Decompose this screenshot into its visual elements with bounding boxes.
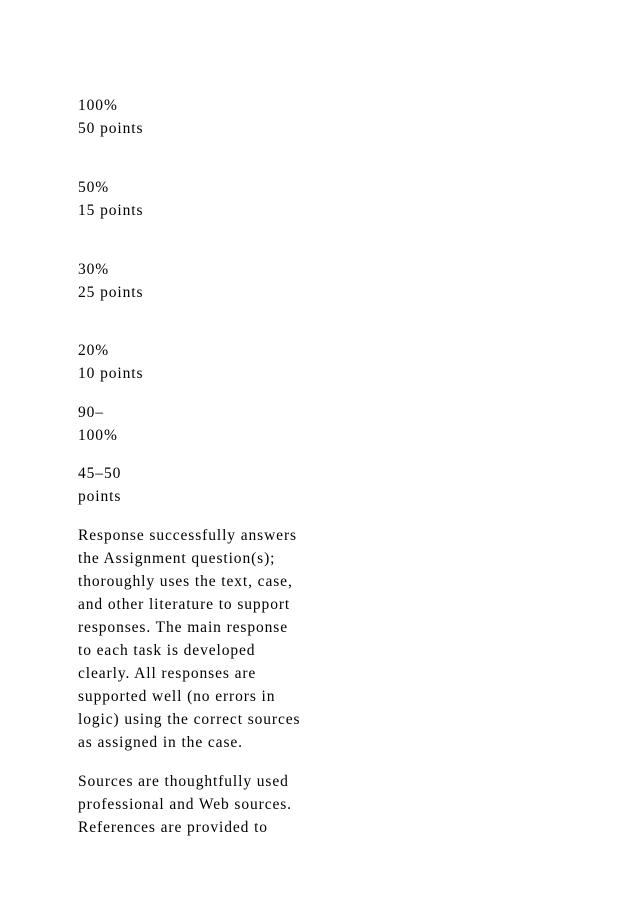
criteria-line-1: Response successfully answers bbox=[78, 527, 297, 544]
weight-2-points: 25 points bbox=[78, 284, 144, 301]
sources-line-2: professional and Web sources. bbox=[78, 796, 292, 813]
weight-3-points: 10 points bbox=[78, 365, 144, 382]
sources-line-3: References are provided to bbox=[78, 819, 268, 836]
criteria-line-3: thoroughly uses the text, case, bbox=[78, 573, 293, 590]
range-points-end: points bbox=[78, 488, 122, 505]
weight-2-percent: 30% bbox=[78, 261, 110, 278]
range-percent-start: 90– bbox=[78, 404, 104, 421]
range-points-start: 45–50 bbox=[78, 465, 122, 482]
criteria-line-5: responses. The main response bbox=[78, 619, 289, 636]
sources-line-1: Sources are thoughtfully used bbox=[78, 773, 289, 790]
criteria-line-2: the Assignment question(s); bbox=[78, 550, 276, 567]
criteria-line-4: and other literature to support bbox=[78, 596, 291, 613]
weight-3-percent: 20% bbox=[78, 342, 110, 359]
criteria-line-9: logic) using the correct sources bbox=[78, 711, 301, 728]
criteria-line-6: to each task is developed bbox=[78, 642, 256, 659]
weight-total-points: 50 points bbox=[78, 120, 144, 137]
criteria-line-8: supported well (no errors in bbox=[78, 688, 276, 705]
weight-1-percent: 50% bbox=[78, 179, 110, 196]
range-percent-end: 100% bbox=[78, 427, 118, 444]
criteria-line-10: as assigned in the case. bbox=[78, 734, 243, 751]
weight-total-percent: 100% bbox=[78, 97, 118, 114]
criteria-line-7: clearly. All responses are bbox=[78, 665, 257, 682]
weight-1-points: 15 points bbox=[78, 202, 144, 219]
